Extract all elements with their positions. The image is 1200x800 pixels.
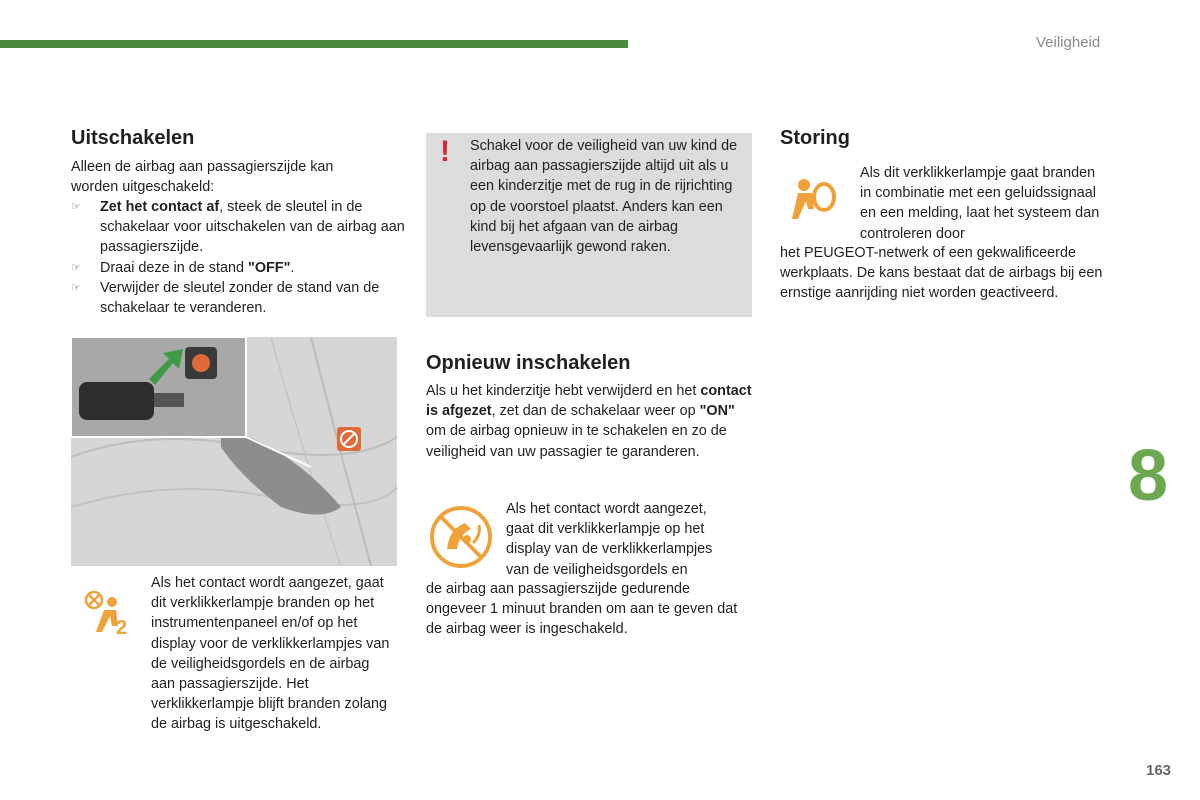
heading-storing: Storing: [780, 127, 850, 149]
list-item-text: , steek de sleutel in de schakelaar voor uitschakelen van de airbag aan passagierszijde.: [100, 199, 405, 256]
warning-exclamation-icon: !: [440, 135, 450, 168]
intro-text: Alleen de airbag aan passagierszijde kan worden uitgeschakeld:: [71, 159, 334, 196]
warning-text: Schakel voor de veiligheid van uw kind de airbag aan passagierszijde altijd uit als u een kinderzitje met de rug in de rijrichting op de voorstoel plaatst. Anders kan een kind bij het afgaan van de airbag levensgevaarlijk gewond raken.: [470, 138, 738, 256]
chapter-number: 8: [1128, 436, 1169, 516]
child-seat-airbag-icon: [429, 505, 493, 569]
heading-opnieuw-inschakelen: Opnieuw inschakelen: [426, 352, 631, 374]
off-indicator-text: Als het contact wordt aangezet, gaat dit verklikkerlampje branden op het instrumentenpaneel en/of op het display voor de verklikkerlampjes van de veiligheidsgordels en de airbag aan passagierszijde. Het verklikkerlampje blijft branden zolang de airbag is uitgeschakeld.: [151, 575, 390, 733]
airbag-switch-key-illustration: [71, 337, 397, 566]
list-item: [71, 258, 406, 278]
list-item: [71, 278, 406, 318]
list-item-text: Draai deze in de stand: [100, 259, 248, 276]
list-item: [71, 197, 406, 258]
text-segment: Als u het kinderzitje hebt verwijderd en het: [426, 383, 701, 399]
list-item-text: .: [290, 259, 295, 276]
hand-pointer-icon: ☞: [71, 281, 81, 294]
fault-text-side: Als dit verklikkerlampje gaat branden in combinatie met een geluidssignaal en een melding, laat het systeem dan controleren door: [860, 165, 1100, 242]
fault-text-below: het PEUGEOT-netwerk of een gekwalificeerde werkplaats. De kans bestaat dat de airbags bij een ernstige aanrijding niet worden geactiveerd.: [780, 245, 1103, 302]
bold-text: "ON": [699, 403, 735, 420]
svg-text:2: 2: [116, 617, 128, 638]
airbag-off-passenger-2-icon: [78, 588, 134, 638]
reactivate-text: [426, 381, 756, 462]
instruction-list: [71, 197, 406, 318]
text-segment: om de airbag opnieuw in te schakelen en zo de veiligheid van uw passagier te garanderen.: [426, 423, 727, 460]
heading-uitschakelen: Uitschakelen: [71, 127, 195, 149]
reactivate-indicator-text-side: Als het contact wordt aangezet, gaat dit verklikkerlampje op het display van de verklikkerlampjes van de veiligheidsgordels en: [506, 501, 713, 578]
header-accent-bar: [0, 40, 628, 48]
list-item-text: Verwijder de sleutel zonder de stand van de schakelaar te veranderen.: [100, 279, 380, 317]
hand-pointer-icon: ☞: [71, 261, 81, 274]
hand-pointer-icon: ☞: [71, 201, 81, 213]
bold-text: "OFF": [248, 259, 291, 276]
bold-text: Zet het contact af: [100, 199, 220, 215]
section-title: Veiligheid: [1036, 34, 1101, 51]
text-segment: , zet dan de schakelaar weer op: [491, 403, 700, 420]
warning-box: [426, 133, 752, 317]
page-number: 163: [1146, 762, 1172, 779]
airbag-fault-icon: [790, 175, 840, 225]
bold-text: contact is afgezet: [426, 383, 752, 420]
reactivate-indicator-text-below: de airbag aan passagierszijde gedurende ongeveer 1 minuut branden om aan te geven dat de airbag weer is ingeschakeld.: [426, 581, 738, 638]
